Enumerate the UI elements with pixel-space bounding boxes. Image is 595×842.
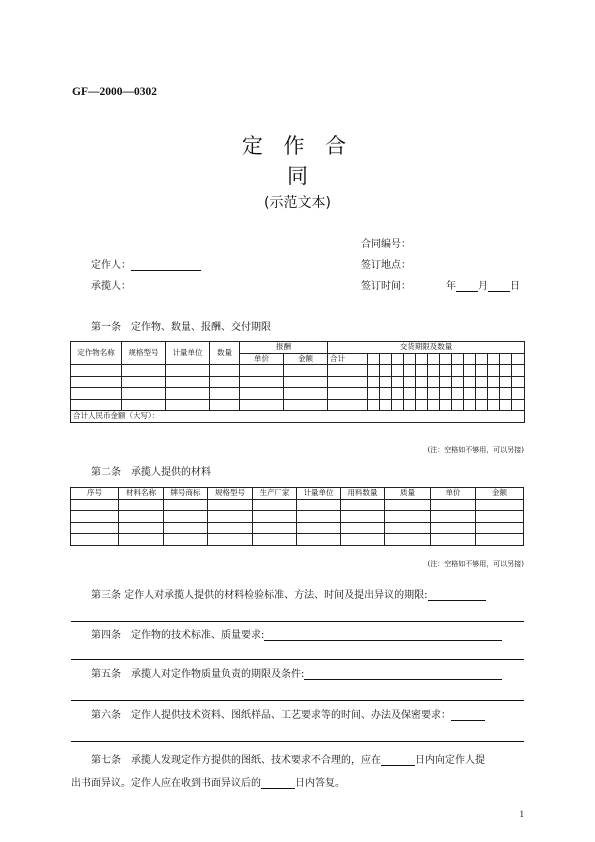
table-cell[interactable]: [253, 499, 297, 511]
table-cell[interactable]: [119, 534, 164, 546]
clause7-line2: [71, 774, 345, 789]
table-cell[interactable]: [385, 522, 431, 534]
table-cell[interactable]: [385, 534, 431, 546]
table-cell[interactable]: [71, 534, 119, 546]
table-cell[interactable]: [500, 365, 512, 377]
table-cell[interactable]: [476, 534, 524, 546]
table-cell[interactable]: [404, 388, 416, 400]
table-cell[interactable]: [404, 376, 416, 388]
sub-header-amount: 金额: [284, 353, 328, 365]
table-cell[interactable]: [488, 365, 500, 377]
table-cell[interactable]: [416, 365, 428, 377]
table-cell[interactable]: [240, 365, 284, 377]
orderer-field: [91, 256, 201, 271]
table-cell[interactable]: [380, 399, 392, 411]
table-cell[interactable]: [476, 365, 488, 377]
sign-place-label: 签订地点：: [361, 260, 411, 271]
table-cell[interactable]: [512, 388, 525, 400]
table-cell[interactable]: [476, 388, 488, 400]
col-header-item-name: 定作物名称: [71, 342, 122, 365]
table-cell[interactable]: [464, 376, 476, 388]
table-cell[interactable]: [166, 399, 210, 411]
clause4-text: 第四条 定作物的技术标准、质量要求:: [91, 630, 265, 641]
clause3-line: [91, 586, 486, 601]
table-cell[interactable]: [428, 376, 440, 388]
clause3-text: 第三条 定作人对承揽人提供的材料检验标准、方法、时间及提出异议的期限:: [91, 590, 428, 601]
table-cell[interactable]: [328, 399, 368, 411]
table-cell[interactable]: [431, 499, 476, 511]
table-cell[interactable]: [253, 522, 297, 534]
sign-time-label: 签订时间：: [361, 281, 411, 292]
clause7-line1: [91, 751, 485, 766]
clause7-days-blank-2[interactable]: [261, 777, 295, 789]
table-cell[interactable]: [488, 399, 500, 411]
table-cell[interactable]: [71, 388, 122, 400]
col-header-remuneration: 报酬: [240, 342, 328, 354]
table-cell[interactable]: [122, 388, 166, 400]
table-cell[interactable]: [164, 534, 208, 546]
table-cell[interactable]: [284, 388, 328, 400]
month-blank[interactable]: [456, 280, 478, 292]
col-header-unit: 计量单位: [297, 488, 341, 500]
col-header-manufacturer: 生产厂家: [253, 488, 297, 500]
clause6-line: [91, 706, 485, 721]
clause2-heading: 第二条 承揽人提供的材料: [91, 467, 211, 478]
table-cell[interactable]: [464, 388, 476, 400]
clause3-fill-line[interactable]: [71, 621, 524, 622]
table-cell[interactable]: [404, 399, 416, 411]
table-cell[interactable]: [341, 522, 385, 534]
table-cell[interactable]: [166, 388, 210, 400]
table-cell[interactable]: [392, 399, 404, 411]
table-cell[interactable]: [512, 376, 525, 388]
table-cell[interactable]: [416, 399, 428, 411]
total-amount-label: 合计人民币金额（大写）：: [71, 411, 525, 423]
clause1-table: [70, 341, 525, 423]
clause7-days-blank-1[interactable]: [381, 754, 415, 766]
table-cell[interactable]: [164, 522, 208, 534]
table-cell[interactable]: [380, 388, 392, 400]
table-cell[interactable]: [341, 511, 385, 523]
table-cell[interactable]: [119, 499, 164, 511]
table-cell[interactable]: [71, 365, 122, 377]
table-cell[interactable]: [392, 388, 404, 400]
table-cell[interactable]: [392, 376, 404, 388]
table-cell[interactable]: [416, 376, 428, 388]
col-header-spec: 规格型号: [208, 488, 253, 500]
clause2-table: [70, 487, 524, 546]
clause4-blank[interactable]: [264, 629, 502, 641]
col-header-spec: 规格型号: [122, 342, 166, 365]
table-cell[interactable]: [210, 388, 240, 400]
clause5-fill-line[interactable]: [71, 700, 524, 701]
table-cell[interactable]: [476, 511, 524, 523]
table-cell[interactable]: [210, 376, 240, 388]
col-header-quality: 质量: [385, 488, 431, 500]
orderer-blank[interactable]: [131, 259, 201, 271]
col-header-unit-price: 单价: [431, 488, 476, 500]
clause6-blank[interactable]: [451, 709, 485, 721]
table-cell[interactable]: [328, 365, 368, 377]
table-cell[interactable]: [240, 388, 284, 400]
table-cell[interactable]: [500, 399, 512, 411]
clause4-fill-line[interactable]: [71, 659, 524, 660]
table-cell[interactable]: [328, 388, 368, 400]
table-cell[interactable]: [476, 376, 488, 388]
table-cell[interactable]: [284, 399, 328, 411]
clause4-line: [91, 626, 502, 641]
table-cell[interactable]: [452, 376, 464, 388]
table-row: [71, 388, 525, 400]
table-cell[interactable]: [210, 399, 240, 411]
table-cell[interactable]: [452, 399, 464, 411]
table-cell[interactable]: [380, 365, 392, 377]
table-cell[interactable]: [253, 511, 297, 523]
clause6-text: 第六条 定作人提供技术资料、图纸样品、工艺要求等的时间、办法及保密要求：: [91, 710, 451, 721]
clause7-part4: 日内答复。: [295, 778, 345, 789]
table-cell[interactable]: [385, 511, 431, 523]
table-cell[interactable]: [297, 499, 341, 511]
title-line-1: 定 作 合: [241, 134, 354, 158]
table-cell[interactable]: [488, 388, 500, 400]
table-cell[interactable]: [452, 388, 464, 400]
table-cell[interactable]: [512, 365, 525, 377]
clause5-text: 第五条 承揽人对定作物质量负责的期限及条件:: [91, 669, 305, 680]
table-cell[interactable]: [119, 522, 164, 534]
table-cell[interactable]: [166, 376, 210, 388]
table-cell[interactable]: [476, 522, 524, 534]
sub-header-total: 合计: [328, 353, 368, 365]
table-cell[interactable]: [431, 534, 476, 546]
table-cell[interactable]: [512, 399, 525, 411]
table-cell[interactable]: [440, 399, 452, 411]
table-cell[interactable]: [440, 365, 452, 377]
day-blank[interactable]: [488, 280, 510, 292]
table-cell[interactable]: [428, 399, 440, 411]
table-row: [71, 511, 524, 523]
table-cell[interactable]: [284, 365, 328, 377]
title-line-2: 同: [287, 164, 308, 188]
table-cell[interactable]: [208, 522, 253, 534]
year-label: 年: [446, 281, 456, 292]
table-cell[interactable]: [119, 511, 164, 523]
col-header-delivery: 交货期限及数量: [328, 342, 525, 354]
table-cell[interactable]: [208, 534, 253, 546]
clause5-line: [91, 665, 502, 680]
table-cell[interactable]: [431, 522, 476, 534]
clause2-note: (注：空格如不够用，可以另接): [427, 560, 524, 568]
col-header-material-qty: 用料数量: [341, 488, 385, 500]
table-cell[interactable]: [164, 499, 208, 511]
orderer-label: 定作人：: [91, 260, 131, 271]
table-cell[interactable]: [476, 399, 488, 411]
table-cell[interactable]: [284, 376, 328, 388]
clause6-fill-line[interactable]: [71, 741, 524, 742]
table-cell[interactable]: [368, 376, 380, 388]
table-cell[interactable]: [240, 376, 284, 388]
clause7-part1: 第七条 承揽人发现定作方提供的图纸、技术要求不合理的，应在: [91, 755, 381, 766]
table-cell[interactable]: [476, 499, 524, 511]
clause1-note: (注：空格如不够用，可以另接): [427, 446, 524, 454]
table-cell[interactable]: [166, 365, 210, 377]
subtitle: (示范文本): [264, 195, 331, 211]
page-number: 1: [519, 809, 524, 819]
table-row: [71, 534, 524, 546]
table-cell[interactable]: [368, 388, 380, 400]
table-row: [71, 365, 525, 377]
table-cell[interactable]: [71, 522, 119, 534]
table-cell[interactable]: [122, 399, 166, 411]
contractor-label: 承揽人：: [91, 281, 131, 292]
table-cell[interactable]: [416, 388, 428, 400]
table-cell[interactable]: [428, 365, 440, 377]
table-cell[interactable]: [328, 376, 368, 388]
table-cell[interactable]: [452, 365, 464, 377]
table-cell[interactable]: [71, 399, 122, 411]
clause7-part3: 出书面异议。定作人应在收到书面异议后的: [71, 778, 261, 789]
table-cell[interactable]: [500, 376, 512, 388]
col-header-brand: 牌号商标: [164, 488, 208, 500]
clause3-blank[interactable]: [428, 589, 486, 601]
table-cell[interactable]: [440, 388, 452, 400]
table-cell[interactable]: [208, 499, 253, 511]
table-cell[interactable]: [500, 388, 512, 400]
table-cell[interactable]: [71, 499, 119, 511]
table-cell[interactable]: [488, 376, 500, 388]
table-row: [71, 522, 524, 534]
table-cell[interactable]: [341, 534, 385, 546]
table-cell[interactable]: [122, 376, 166, 388]
sign-date-field: [446, 277, 520, 292]
table-cell[interactable]: [297, 511, 341, 523]
table-cell[interactable]: [392, 365, 404, 377]
table-row: [71, 399, 525, 411]
table-cell[interactable]: [164, 511, 208, 523]
table-cell[interactable]: [253, 534, 297, 546]
table-cell[interactable]: [368, 399, 380, 411]
table-cell[interactable]: [385, 499, 431, 511]
col-header-unit: 计量单位: [166, 342, 210, 365]
table-cell[interactable]: [464, 365, 476, 377]
table-cell[interactable]: [122, 365, 166, 377]
day-label: 日: [510, 281, 520, 292]
clause7-part2: 日内向定作人提: [415, 755, 485, 766]
col-header-seq: 序号: [71, 488, 119, 500]
sub-header-unit-price: 单价: [240, 353, 284, 365]
table-cell[interactable]: [240, 399, 284, 411]
table-cell[interactable]: [341, 499, 385, 511]
table-cell[interactable]: [210, 365, 240, 377]
col-header-qty: 数量: [210, 342, 240, 365]
table-cell[interactable]: [440, 376, 452, 388]
col-header-amount: 金额: [476, 488, 524, 500]
table-cell[interactable]: [297, 522, 341, 534]
table-cell[interactable]: [428, 388, 440, 400]
col-header-material-name: 材料名称: [119, 488, 164, 500]
table-cell[interactable]: [464, 399, 476, 411]
table-cell[interactable]: [208, 511, 253, 523]
table-row: [71, 499, 524, 511]
table-cell[interactable]: [297, 534, 341, 546]
document-code: GF—2000—0302: [72, 86, 157, 98]
table-cell[interactable]: [71, 511, 119, 523]
table-row: [71, 376, 525, 388]
table-cell[interactable]: [380, 376, 392, 388]
table-cell[interactable]: [431, 511, 476, 523]
contract-no-label: 合同编号：: [361, 239, 411, 250]
table-cell[interactable]: [404, 365, 416, 377]
month-label: 月: [478, 281, 488, 292]
table-cell[interactable]: [71, 376, 122, 388]
clause1-heading: 第一条 定作物、数量、报酬、交付期限: [91, 322, 271, 333]
table-cell[interactable]: [368, 365, 380, 377]
clause5-blank[interactable]: [304, 668, 502, 680]
